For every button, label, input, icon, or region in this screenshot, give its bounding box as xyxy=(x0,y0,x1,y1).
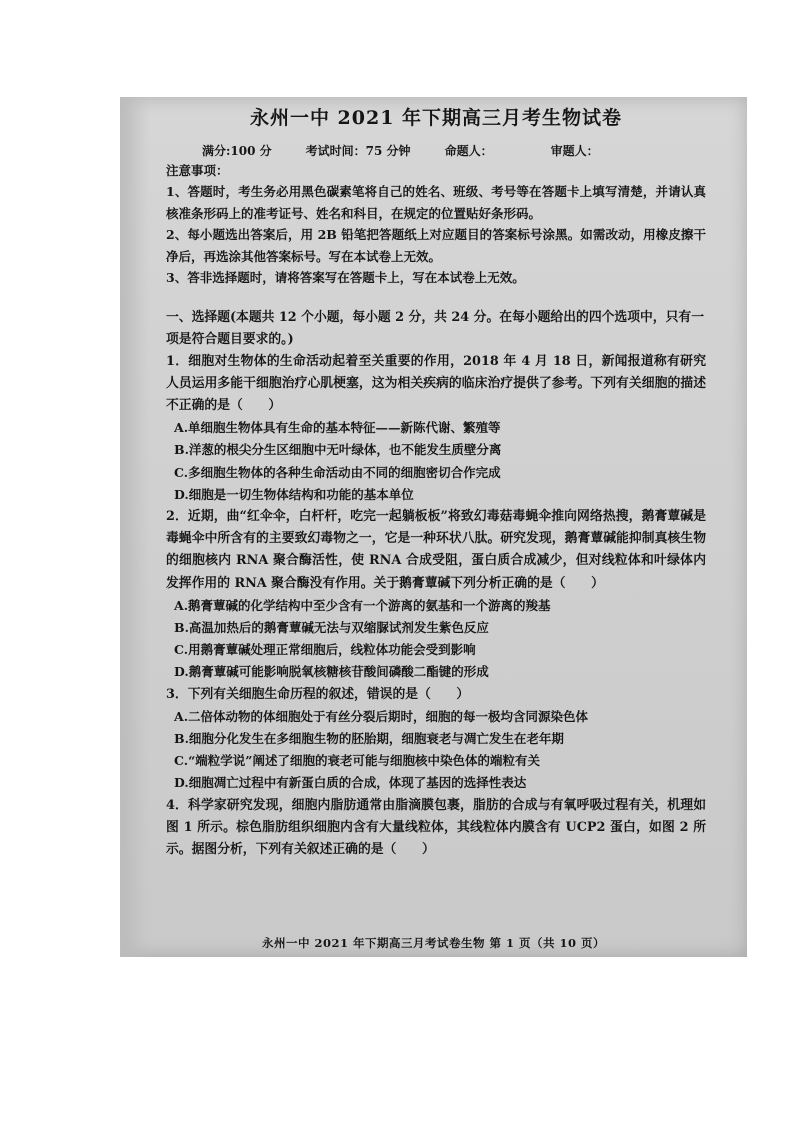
question-option: B.高温加热后的鹅膏蕈碱无法与双缩脲试剂发生紫色反应 xyxy=(174,619,489,635)
question-option: C.多细胞生物体的各种生命活动由不同的细胞密切合作完成 xyxy=(174,464,501,480)
notice-item: 1、答题时，考生务必用黑色碳素笔将自己的姓名、班级、考号等在答题卡上填写清楚，并请认真核准条形码上的准考证号、姓名和科目，在规定的位置贴好条形码。 xyxy=(166,184,706,221)
page-footer: 永州一中 2021 年下期高三月考试卷生物 第 1 页（共 10 页） xyxy=(261,936,606,950)
exam-reviewer: 审题人： xyxy=(550,144,599,158)
notice-item: 2、每小题选出答案后，用 2B 铅笔把答题纸上对应题目的答案标号涂黑。如需改动，用橡皮擦干净后，再选涂其他答案标号。写在本试卷上无效。 xyxy=(166,227,706,264)
exam-time: 考试时间：75 分钟 xyxy=(305,144,411,158)
notice-heading: 注意事项： xyxy=(166,163,229,178)
full-score: 满分:100 分 xyxy=(202,144,272,158)
question-option: A.单细胞生物体具有生命的基本特征——新陈代谢、繁殖等 xyxy=(174,420,501,436)
question-stem: 1．细胞对生物体的生命活动起着至关重要的作用，2018 年 4 月 18 日，新闻报道称有研究人员运用多能干细胞治疗心肌梗塞，这为相关疾病的临床治疗提供了参考。下列有关细胞的描述不正确的是（ ） xyxy=(166,353,706,413)
exam-content xyxy=(166,105,706,861)
scanned-page-photo xyxy=(120,97,747,957)
question-option: D.鹅膏蕈碱可能影响脱氧核糖核苷酸间磷酸二酯键的形成 xyxy=(174,664,489,680)
question-stem: 4．科学家研究发现，细胞内脂肪通常由脂滴膜包裹，脂肪的合成与有氧呼吸过程有关，机理如图 1 所示。棕色脂肪组织细胞内含有大量线粒体，其线粒体内膜含有 UCP2 蛋白，如图 2 所示。据图分析，下列有关叙述正确的是（ ） xyxy=(166,797,706,857)
question-option: D.细胞是一切生物体结构和功能的基本单位 xyxy=(174,486,414,502)
question-option: A.鹅膏蕈碱的化学结构中至少含有一个游离的氨基和一个游离的羧基 xyxy=(174,597,551,613)
notice-item: 3、答非选择题时，请将答案写在答题卡上，写在本试卷上无效。 xyxy=(166,270,525,285)
exam-title: 永州一中 2021 年下期高三月考生物试卷 xyxy=(249,107,623,129)
section-heading: 一、选择题(本题共 12 个小题，每小题 2 分，共 24 分。在每小题给出的四个选项中，只有一项是符合题目要求的。) xyxy=(166,309,704,347)
question-option: A.二倍体动物的体细胞处于有丝分裂后期时，细胞的每一极均含同源染色体 xyxy=(174,708,589,724)
question-option: C.用鹅膏蕈碱处理正常细胞后，线粒体功能会受到影响 xyxy=(174,642,476,658)
question-option: B.细胞分化发生在多细胞生物的胚胎期，细胞衰老与凋亡发生在老年期 xyxy=(174,730,564,746)
question-option: C.“端粒学说”阐述了细胞的衰老可能与细胞核中染色体的端粒有关 xyxy=(174,753,540,769)
exam-author: 命题人： xyxy=(444,144,493,158)
question-stem: 2．近期，曲“红伞伞，白杆杆，吃完一起躺板板”将致幻毒菇毒蝇伞推向网络热搜，鹅膏蕈碱是毒蝇伞中所含有的主要致幻毒物之一，它是一种环状八肽。研究发现，鹅膏蕈碱能抑制真核生物的细胞核内 RNA 聚合酶活性，使 RNA 合成受阻，蛋白质合成减少，但对线粒体和叶绿体内发挥作用的 RNA 聚合酶没有作用。关于鹅膏蕈碱下列分析正确的是（ ） xyxy=(166,508,706,591)
question-stem: 3．下列有关细胞生命历程的叙述，错误的是（ ） xyxy=(166,686,470,702)
question-option: B.洋葱的根尖分生区细胞中无叶绿体，也不能发生质壁分离 xyxy=(174,442,502,458)
page-shadow xyxy=(120,97,150,957)
question-option: D.细胞凋亡过程中有新蛋白质的合成，体现了基因的选择性表达 xyxy=(174,775,527,791)
exam-meta xyxy=(166,141,706,161)
